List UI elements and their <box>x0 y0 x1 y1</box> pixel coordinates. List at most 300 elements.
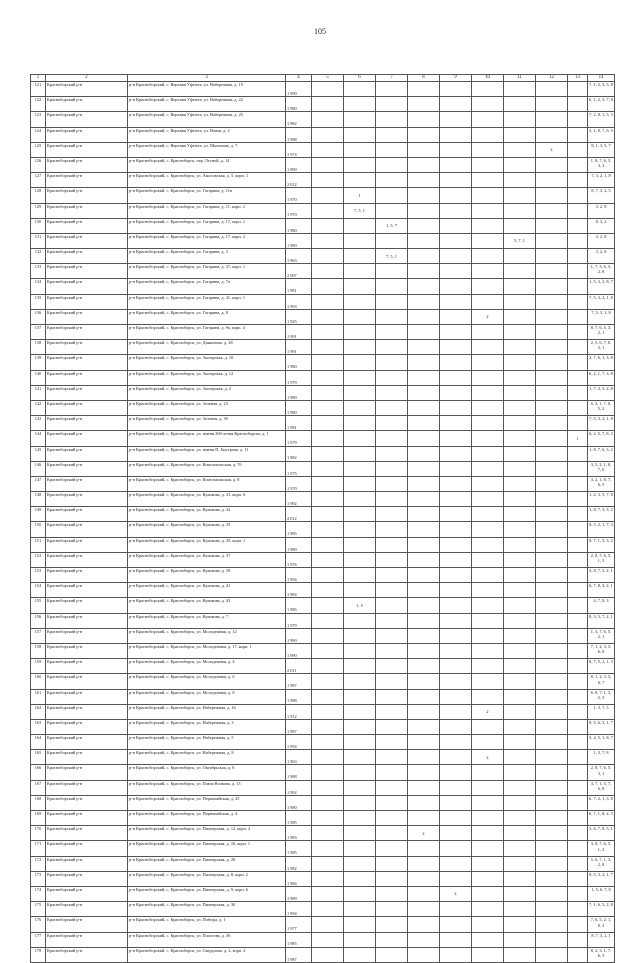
col7-cell <box>376 689 408 704</box>
district-cell: Красноборский р-н <box>46 841 128 856</box>
row-number: 137 <box>31 325 46 340</box>
col9-cell <box>440 173 472 188</box>
col10-cell <box>472 188 504 203</box>
col9-cell <box>440 537 472 552</box>
col14-cell: 8, 5, 3, 2, 1, 7 <box>588 871 615 886</box>
col6-cell <box>344 127 376 142</box>
col5-cell <box>312 583 344 598</box>
col12-cell <box>536 97 568 112</box>
district-cell: Красноборский р-н <box>46 157 128 172</box>
col13-cell <box>568 643 588 658</box>
col11-cell <box>504 309 536 324</box>
col6-cell <box>344 628 376 643</box>
col10-cell <box>472 355 504 370</box>
col11-cell <box>504 795 536 810</box>
col8-cell <box>408 127 440 142</box>
col9-cell <box>440 598 472 613</box>
col6-cell <box>344 643 376 658</box>
col6-cell <box>344 932 376 947</box>
year-cell: 1 970 <box>286 188 312 203</box>
address-cell: р-н Красноборский, с. Красноборск, ул. Куликова, д. 39 <box>128 568 286 583</box>
row-number: 133 <box>31 264 46 279</box>
address-cell: р-н Красноборский, с. Красноборск, ул. Гагарина, д. 11в <box>128 188 286 203</box>
col11-cell <box>504 203 536 218</box>
col12-cell <box>536 902 568 917</box>
col13-cell <box>568 750 588 765</box>
year-cell: 1 990 <box>286 628 312 643</box>
col11-cell <box>504 461 536 476</box>
col9-cell <box>440 932 472 947</box>
year-cell: 1 988 <box>286 689 312 704</box>
col11-cell <box>504 112 536 127</box>
district-cell: Красноборский р-н <box>46 218 128 233</box>
col6-cell <box>344 157 376 172</box>
table-row <box>31 279 615 294</box>
col13-cell <box>568 628 588 643</box>
col11-cell <box>504 249 536 264</box>
col8-cell <box>408 856 440 871</box>
col9-cell <box>440 476 472 491</box>
col6-cell <box>344 735 376 750</box>
col12-cell <box>536 841 568 856</box>
col13-cell <box>568 233 588 248</box>
col13-cell <box>568 780 588 795</box>
table-row <box>31 370 615 385</box>
col10-cell <box>472 82 504 97</box>
col6-cell <box>344 249 376 264</box>
col12-cell <box>536 249 568 264</box>
col5-cell <box>312 400 344 415</box>
district-cell: Красноборский р-н <box>46 583 128 598</box>
address-cell: р-н Красноборский, с. Красноборск, ул. Пионерская, д. 16, корп. 1 <box>128 841 286 856</box>
col13-cell <box>568 522 588 537</box>
row-number: 131 <box>31 233 46 248</box>
col6-cell <box>344 218 376 233</box>
col11-cell <box>504 765 536 780</box>
col6-cell <box>344 795 376 810</box>
col8-cell <box>408 157 440 172</box>
col6-cell <box>344 765 376 780</box>
col8-cell <box>408 340 440 355</box>
col9-cell <box>440 446 472 461</box>
col5-cell <box>312 750 344 765</box>
col6-cell <box>344 917 376 932</box>
col14-cell: 2, 8, 7, 6, 5, 1, 3 <box>588 552 615 567</box>
col5-cell <box>312 446 344 461</box>
col12-cell <box>536 400 568 415</box>
col5-cell <box>312 203 344 218</box>
table-row <box>31 765 615 780</box>
col10-cell <box>472 886 504 901</box>
table-row <box>31 613 615 628</box>
col12-cell <box>536 522 568 537</box>
col6-cell: 1 <box>344 188 376 203</box>
district-cell: Красноборский р-н <box>46 97 128 112</box>
row-number: 155 <box>31 598 46 613</box>
address-cell: р-н Красноборский, с. Красноборск, ул. Заозерская, д. 2 <box>128 385 286 400</box>
row-number: 135 <box>31 294 46 309</box>
col9-cell <box>440 568 472 583</box>
col12-cell <box>536 704 568 719</box>
col7-cell <box>376 173 408 188</box>
col14-cell: 1, 7, 3, 6, 5, 2, 8 <box>588 264 615 279</box>
address-cell: р-н Красноборский, с. Красноборск, ул. Куликова, д. 41 <box>128 583 286 598</box>
district-cell: Красноборский р-н <box>46 598 128 613</box>
col13-cell <box>568 279 588 294</box>
col5-cell <box>312 340 344 355</box>
col13-cell <box>568 82 588 97</box>
address-cell: р-н Красноборский, с. Красноборск, ул. Пионерская, д. 8, корп. 2 <box>128 871 286 886</box>
col13-cell <box>568 537 588 552</box>
address-cell: р-н Красноборский, с. Красноборск, ул. Пионерская, д. 30 <box>128 902 286 917</box>
table-row <box>31 537 615 552</box>
col14-cell: 4, 7, 8, 3 <box>588 598 615 613</box>
address-cell: р-н Красноборский, с. Красноборск, ул. имени 260-летия Красноборска, д. 1 <box>128 431 286 446</box>
col8-cell <box>408 233 440 248</box>
col10-cell <box>472 522 504 537</box>
year-cell: 1 989 <box>286 886 312 901</box>
col11-cell <box>504 188 536 203</box>
row-number: 154 <box>31 583 46 598</box>
col7-cell <box>376 719 408 734</box>
header-row <box>31 75 615 82</box>
col12-cell <box>536 719 568 734</box>
col12-cell <box>536 583 568 598</box>
table-row <box>31 385 615 400</box>
col7-cell <box>376 613 408 628</box>
col14-cell: 6, 7, 8, 3, 2, 1 <box>588 583 615 598</box>
col7-cell <box>376 750 408 765</box>
col8-cell <box>408 537 440 552</box>
col11-cell <box>504 416 536 431</box>
address-cell: р-н Красноборский, с. Красноборск, ул. Молодежная, д. 8 <box>128 689 286 704</box>
col9-cell <box>440 294 472 309</box>
col10-cell <box>472 325 504 340</box>
col8-cell <box>408 112 440 127</box>
col11-cell <box>504 142 536 157</box>
year-cell: 1 989 <box>286 385 312 400</box>
col11-cell <box>504 689 536 704</box>
col14-cell: 7, 1, 6, 5, 2, 8 <box>588 902 615 917</box>
col13-cell <box>568 370 588 385</box>
col8-cell <box>408 643 440 658</box>
col12-cell <box>536 598 568 613</box>
row-number: 132 <box>31 249 46 264</box>
column-header: 6 <box>344 75 376 82</box>
col9-cell <box>440 613 472 628</box>
col5-cell <box>312 902 344 917</box>
col10-cell <box>472 142 504 157</box>
col9-cell <box>440 340 472 355</box>
year-cell: 1 993 <box>286 294 312 309</box>
table-row <box>31 249 615 264</box>
table-row <box>31 82 615 97</box>
col11-cell <box>504 476 536 491</box>
col13-cell <box>568 674 588 689</box>
col11-cell <box>504 400 536 415</box>
col13-cell <box>568 264 588 279</box>
col11-cell <box>504 780 536 795</box>
table-row <box>31 917 615 932</box>
year-cell: 1 991 <box>286 325 312 340</box>
col5-cell <box>312 811 344 826</box>
row-number: 178 <box>31 947 46 962</box>
table-row <box>31 400 615 415</box>
col9-cell <box>440 233 472 248</box>
col10-cell <box>472 400 504 415</box>
address-cell: р-н Красноборский, с. Красноборск, ул. Пионерская, д. 28 <box>128 856 286 871</box>
address-cell: р-н Красноборский, с. Красноборск, ул. Молодежная, д. 17, корп. 1 <box>128 643 286 658</box>
col7-cell <box>376 568 408 583</box>
col13-cell <box>568 203 588 218</box>
col6-cell <box>344 446 376 461</box>
column-header: 3 <box>128 75 286 82</box>
col8-cell <box>408 173 440 188</box>
col6-cell <box>344 233 376 248</box>
col13-cell <box>568 461 588 476</box>
col14-cell: 7, 2, 8, 1, 5, 3 <box>588 112 615 127</box>
col13-cell <box>568 871 588 886</box>
col12-cell <box>536 856 568 871</box>
col14-cell: 7, 1, 2, 3, 5, 8 <box>588 82 615 97</box>
table-row <box>31 643 615 658</box>
col7-cell <box>376 932 408 947</box>
col11-cell <box>504 522 536 537</box>
col13-cell <box>568 355 588 370</box>
col8-cell <box>408 218 440 233</box>
col5-cell <box>312 795 344 810</box>
address-cell: р-н Красноборский, с. Красноборск, ул. Куликова, д. 31, корп. 6 <box>128 492 286 507</box>
col12-cell <box>536 795 568 810</box>
col12-cell <box>536 370 568 385</box>
col12-cell <box>536 765 568 780</box>
year-cell: 1 979 <box>286 613 312 628</box>
col10-cell <box>472 173 504 188</box>
col7-cell <box>376 355 408 370</box>
col5-cell <box>312 886 344 901</box>
col12-cell <box>536 82 568 97</box>
col8-cell <box>408 613 440 628</box>
col11-cell <box>504 750 536 765</box>
col11-cell <box>504 173 536 188</box>
col7-cell <box>376 325 408 340</box>
col10-cell <box>472 157 504 172</box>
col11-cell: 5, 7, 1 <box>504 233 536 248</box>
col5-cell <box>312 264 344 279</box>
col7-cell <box>376 82 408 97</box>
col8-cell <box>408 461 440 476</box>
row-number: 156 <box>31 613 46 628</box>
col14-cell: 8, 5, 6, 3, 1, 7 <box>588 719 615 734</box>
col8-cell <box>408 886 440 901</box>
col13-cell <box>568 811 588 826</box>
col6-cell <box>344 659 376 674</box>
col10-cell <box>472 598 504 613</box>
col6-cell <box>344 492 376 507</box>
col10-cell <box>472 416 504 431</box>
address-cell: р-н Красноборский, с. Красноборск, ул. Свердлова, д. 2, корп. 2 <box>128 947 286 962</box>
col5-cell <box>312 233 344 248</box>
table-row <box>31 431 615 446</box>
address-cell: р-н Красноборский, с. Красноборск, ул. Куликова, д. 32 <box>128 507 286 522</box>
district-cell: Красноборский р-н <box>46 112 128 127</box>
address-cell: р-н Красноборский, с. Красноборск, ул. Комсомольская, д. 7б <box>128 461 286 476</box>
table-row <box>31 780 615 795</box>
col10-cell <box>472 917 504 932</box>
col6-cell <box>344 325 376 340</box>
district-cell: Красноборский р-н <box>46 659 128 674</box>
district-cell: Красноборский р-н <box>46 811 128 826</box>
col5-cell <box>312 507 344 522</box>
address-cell: р-н Красноборский, с. Красноборск, ул. Набережная, д. 8 <box>128 750 286 765</box>
address-cell: р-н Красноборский, с. Красноборск, ул. Гагарина, д. 37, корп. 1 <box>128 264 286 279</box>
col6-cell <box>344 886 376 901</box>
col5-cell <box>312 157 344 172</box>
district-cell: Красноборский р-н <box>46 568 128 583</box>
col9-cell <box>440 325 472 340</box>
row-number: 127 <box>31 173 46 188</box>
table-row <box>31 325 615 340</box>
column-header: 7 <box>376 75 408 82</box>
year-cell: 1 925 <box>286 309 312 324</box>
col12-cell <box>536 886 568 901</box>
address-cell: р-н Красноборский, с. Красноборск, ул. Первомайская, д. 4 <box>128 811 286 826</box>
col10-cell <box>472 203 504 218</box>
col11-cell <box>504 218 536 233</box>
year-cell: 1 991 <box>286 340 312 355</box>
col10-cell <box>472 507 504 522</box>
year-cell: 1 994 <box>286 568 312 583</box>
row-number: 167 <box>31 780 46 795</box>
col12-cell <box>536 492 568 507</box>
year-cell: 1 980 <box>286 400 312 415</box>
col10-cell <box>472 689 504 704</box>
col14-cell: 2, 5, 6, 7, 8, 3, 1 <box>588 340 615 355</box>
row-number: 176 <box>31 917 46 932</box>
row-number: 139 <box>31 355 46 370</box>
district-cell: Красноборский р-н <box>46 552 128 567</box>
col13-cell <box>568 142 588 157</box>
table-row <box>31 173 615 188</box>
col10-cell <box>472 233 504 248</box>
year-cell: 2 012 <box>286 173 312 188</box>
district-cell: Красноборский р-н <box>46 416 128 431</box>
col9-cell <box>440 507 472 522</box>
col14-cell: 8, 7, 1, 5, 3, 2 <box>588 537 615 552</box>
col10-cell <box>472 795 504 810</box>
col9-cell <box>440 82 472 97</box>
row-number: 148 <box>31 492 46 507</box>
col9-cell <box>440 856 472 871</box>
col12-cell <box>536 385 568 400</box>
column-header: 9 <box>440 75 472 82</box>
district-cell: Красноборский р-н <box>46 446 128 461</box>
col8-cell <box>408 811 440 826</box>
col8-cell <box>408 583 440 598</box>
year-cell: 1 963 <box>286 750 312 765</box>
col14-cell: 7, 6, 5, 2, 1, 8, 3 <box>588 917 615 932</box>
col14-cell: 2, 8, 7, 6, 5, 3, 1 <box>588 765 615 780</box>
col14-cell: 8, 1, 3, 5, 7 <box>588 142 615 157</box>
address-cell: р-н Красноборский, с. Красноборск, ул. Дьяконова, д. 28 <box>128 340 286 355</box>
address-cell: р-н Красноборский, с. Красноборск, ул. Комсомольская, д. 8 <box>128 476 286 491</box>
table-row <box>31 355 615 370</box>
year-cell: 1 989 <box>286 537 312 552</box>
col5-cell <box>312 173 344 188</box>
col10-cell <box>472 719 504 734</box>
col14-cell: 3, 6, 7, 8, 5, 1 <box>588 826 615 841</box>
col14-cell: 8, 3, 2 <box>588 218 615 233</box>
address-cell: р-н Красноборский, с. Красноборск, ул. Гагарина, д. 7а <box>128 279 286 294</box>
col12-cell <box>536 826 568 841</box>
col7-cell <box>376 659 408 674</box>
col14-cell: 8, 7, 5, 2, 1, 3 <box>588 659 615 674</box>
table-row <box>31 309 615 324</box>
col14-cell: 3, 2, 8 <box>588 249 615 264</box>
year-cell: 1 912 <box>286 704 312 719</box>
col9-cell <box>440 492 472 507</box>
col14-cell: 1, 7, 3, 5, 2, 8 <box>588 385 615 400</box>
col14-cell: 1, 8, 7, 6, 3, 2 <box>588 446 615 461</box>
row-number: 169 <box>31 811 46 826</box>
col14-cell: 5, 6, 7, 1, 3, 2, 8 <box>588 856 615 871</box>
year-cell: 1 994 <box>286 735 312 750</box>
row-number: 150 <box>31 522 46 537</box>
col7-cell: 7, 5, 1 <box>376 249 408 264</box>
col5-cell <box>312 279 344 294</box>
col8-cell <box>408 674 440 689</box>
address-cell: р-н Красноборский, с. Красноборск, ул. Заозерская, д. 10 <box>128 355 286 370</box>
col8-cell <box>408 325 440 340</box>
col5-cell <box>312 568 344 583</box>
col13-cell <box>568 902 588 917</box>
col10-cell <box>472 841 504 856</box>
col10-cell <box>472 249 504 264</box>
col9-cell <box>440 947 472 962</box>
col6-cell <box>344 826 376 841</box>
year-cell: 1 980 <box>286 233 312 248</box>
col7-cell <box>376 886 408 901</box>
col8-cell <box>408 735 440 750</box>
col6-cell <box>344 385 376 400</box>
row-number: 159 <box>31 659 46 674</box>
col8-cell <box>408 795 440 810</box>
col11-cell <box>504 355 536 370</box>
table-row <box>31 203 615 218</box>
col14-cell: 7, 1, 2, 3, 5, 6, 8 <box>588 643 615 658</box>
col9-cell <box>440 795 472 810</box>
col9-cell <box>440 659 472 674</box>
col11-cell <box>504 82 536 97</box>
address-cell: р-н Красноборский, с. Красноборск, ул. имени П. Быстрова, д. 11 <box>128 446 286 461</box>
col5-cell <box>312 431 344 446</box>
address-cell: р-н Красноборский, с. Красноборск, ул. Куликова, д. 43 <box>128 598 286 613</box>
col6-cell <box>344 309 376 324</box>
col13-cell <box>568 826 588 841</box>
col6-cell <box>344 719 376 734</box>
year-cell: 1 988 <box>286 127 312 142</box>
col5-cell <box>312 628 344 643</box>
col7-cell <box>376 188 408 203</box>
col9-cell <box>440 264 472 279</box>
col10-cell <box>472 780 504 795</box>
col14-cell: 3, 2, 8 <box>588 233 615 248</box>
col14-cell: 6, 1, 2, 3, 7, 8 <box>588 97 615 112</box>
district-cell: Красноборский р-н <box>46 643 128 658</box>
col10-cell <box>472 643 504 658</box>
district-cell: Красноборский р-н <box>46 522 128 537</box>
col12-cell <box>536 932 568 947</box>
